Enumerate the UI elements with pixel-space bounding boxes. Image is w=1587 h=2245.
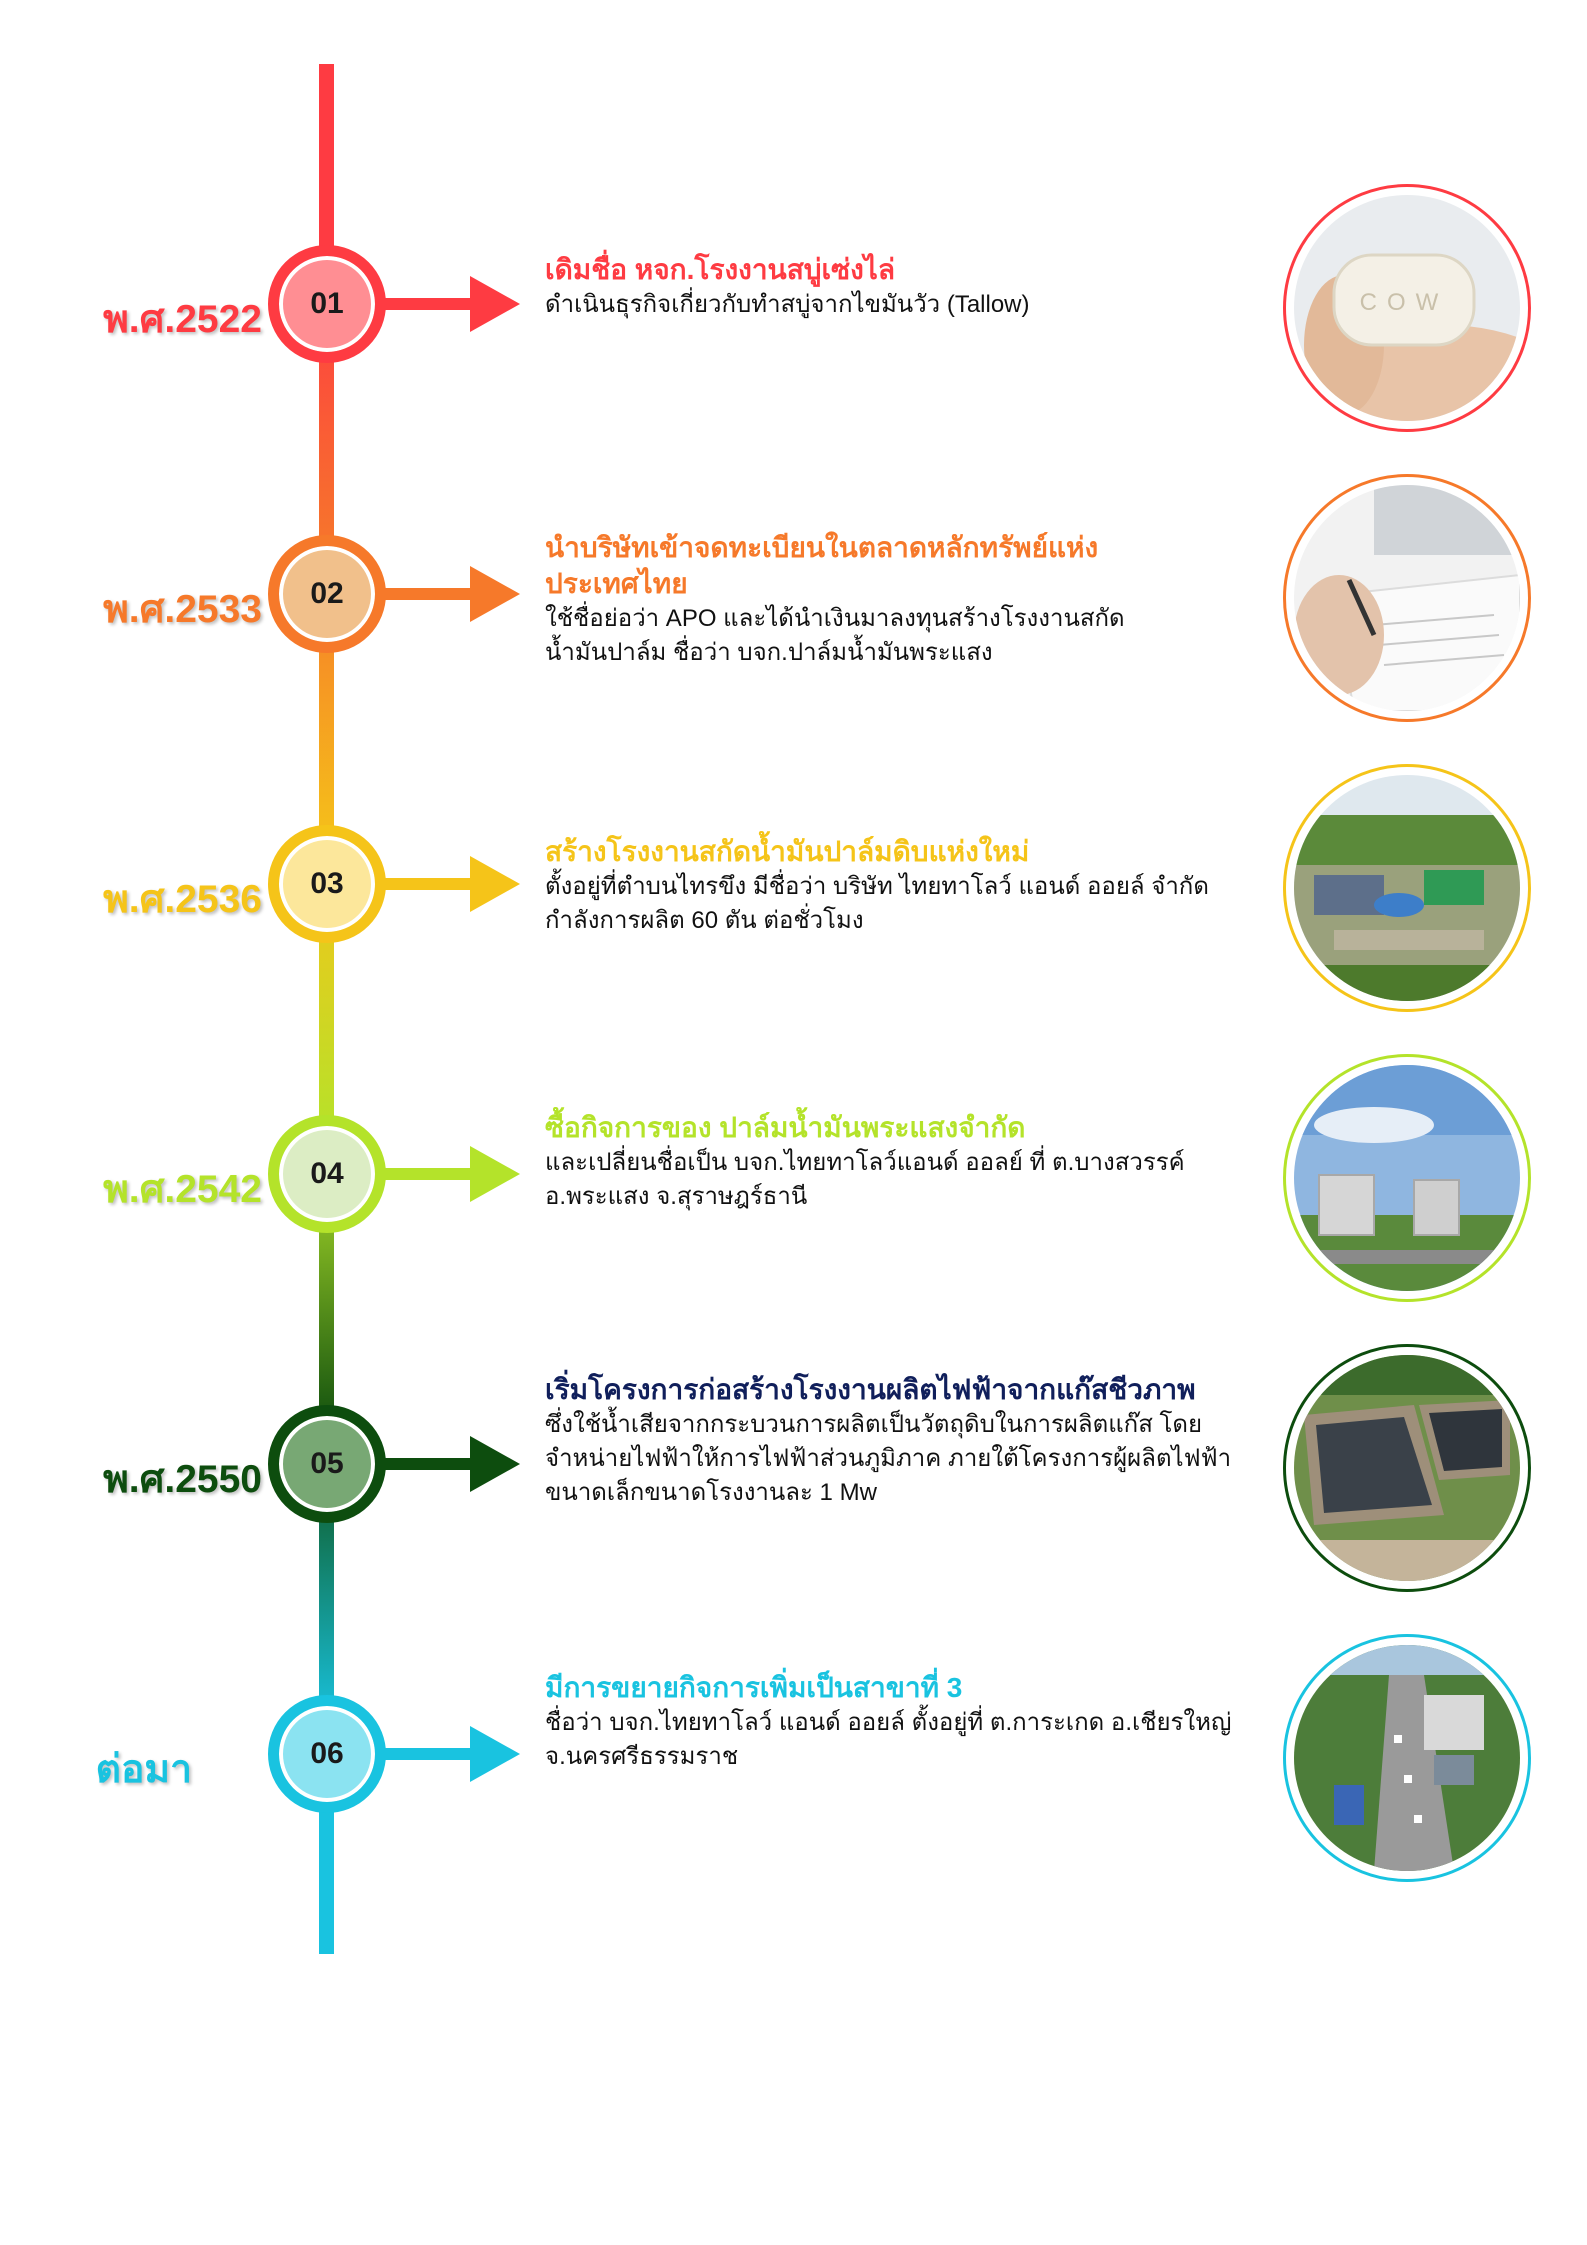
connector-line	[384, 878, 474, 890]
arrow-right-icon	[470, 1726, 520, 1782]
timeline-line-1	[319, 64, 334, 274]
item-desc-line: จำหน่ายไฟฟ้าให้การไฟฟ้าส่วนภูมิภาค ภายใต้โครงการผู้ผลิตไฟฟ้า	[545, 1445, 1232, 1472]
item-desc-line: ซึ่งใช้น้ำเสียจากกระบวนการผลิตเป็นวัตถุดิบในการผลิตแก๊ส โดย	[545, 1411, 1203, 1438]
year-label: ต่อมา	[95, 1748, 192, 1791]
item-heading: สร้างโรงงานสกัดน้ำมันปาล์มดิบแห่งใหม่	[545, 836, 1030, 867]
biogas-ponds-photo	[1283, 1344, 1531, 1592]
step-number: 03	[310, 867, 344, 900]
item-desc-line: ตั้งอยู่ที่ตำบนไทรขึง มีชื่อว่า บริษัท ไทยทาโลว์ แอนด์ ออยล์ จำกัด	[545, 873, 1209, 900]
step-number: 06	[310, 1737, 344, 1770]
connector-line	[384, 1168, 474, 1180]
item-text	[545, 1110, 1265, 1214]
item-desc-line: อ.พระแสง จ.สุราษฎร์ธานี	[545, 1183, 808, 1210]
item-text	[545, 1372, 1265, 1510]
arrow-right-icon	[470, 276, 520, 332]
item-desc-line: ขนาดเล็กขนาดโรงงานละ 1 Mw	[545, 1479, 877, 1506]
step-number: 02	[310, 577, 344, 610]
step-circle	[268, 1115, 386, 1233]
connector-line	[384, 1748, 474, 1760]
connector-line	[384, 588, 474, 600]
arrow-right-icon	[470, 1436, 520, 1492]
item-heading: มีการขยายกิจการเพิ่มเป็นสาขาที่ 3	[545, 1672, 963, 1703]
item-desc-line: ชื่อว่า บจก.ไทยทาโลว์ แอนด์ ออยล์ ตั้งอยู่ที่ ต.การะเกด อ.เชียรใหญ่	[545, 1709, 1232, 1736]
step-circle	[268, 535, 386, 653]
arrow-right-icon	[470, 1146, 520, 1202]
item-heading: เริ่มโครงการก่อสร้างโรงงานผลิตไฟฟ้าจากแก๊สชีวภาพ	[545, 1374, 1196, 1405]
step-circle	[268, 1405, 386, 1523]
branch-aerial-photo	[1283, 1634, 1531, 1882]
item-text	[545, 530, 1265, 670]
factory-aerial-photo	[1283, 764, 1531, 1012]
arrow-right-icon	[470, 856, 520, 912]
item-text	[545, 834, 1265, 938]
connector-line	[384, 298, 474, 310]
item-text	[545, 1670, 1265, 1774]
signing-document-photo	[1283, 474, 1531, 722]
item-heading: เดิมชื่อ หจก.โรงงานสบู่เซ่งไล่	[545, 254, 896, 285]
year-label: พ.ศ.2536	[103, 878, 262, 921]
year-label: พ.ศ.2550	[103, 1458, 262, 1501]
svg-text:COW: COW	[1359, 289, 1449, 316]
arrow-right-icon	[470, 566, 520, 622]
item-desc-line: กำลังการผลิต 60 ตัน ต่อชั่วโมง	[545, 907, 864, 934]
year-label: พ.ศ.2522	[103, 298, 262, 341]
item-desc-line: น้ำมันปาล์ม ชื่อว่า บจก.ปาล์มน้ำมันพระแสง	[545, 639, 993, 666]
item-desc-line: ดำเนินธุรกิจเกี่ยวกับทำสบู่จากไขมันวัว (Tallow)	[545, 291, 1030, 318]
item-desc-line: จ.นครศรีธรรมราช	[545, 1743, 739, 1770]
soap-bar-photo	[1283, 184, 1531, 432]
item-heading-line: ประเทศไทย	[545, 568, 688, 599]
year-label: พ.ศ.2533	[103, 588, 262, 631]
item-text	[545, 252, 1265, 322]
connector-line	[384, 1458, 474, 1470]
item-desc-line: และเปลี่ยนชื่อเป็น บจก.ไทยทาโลว์แอนด์ ออลย์ ที่ ต.บางสวรรค์	[545, 1149, 1185, 1176]
step-number: 04	[310, 1157, 344, 1190]
step-number: 01	[310, 287, 344, 320]
item-heading: ซื้อกิจการของ ปาล์มน้ำมันพระแสงจำกัด	[545, 1112, 1026, 1143]
year-label: พ.ศ.2542	[103, 1168, 262, 1211]
step-circle	[268, 245, 386, 363]
step-circle	[268, 1695, 386, 1813]
step-circle	[268, 825, 386, 943]
item-heading-line: นำบริษัทเข้าจดทะเบียนในตลาดหลักทรัพย์แห่ง	[545, 532, 1099, 563]
storage-tanks-photo	[1283, 1054, 1531, 1302]
step-number: 05	[310, 1447, 344, 1480]
item-desc-line: ใช้ชื่อย่อว่า APO และได้นำเงินมาลงทุนสร้างโรงงานสกัด	[545, 605, 1125, 632]
